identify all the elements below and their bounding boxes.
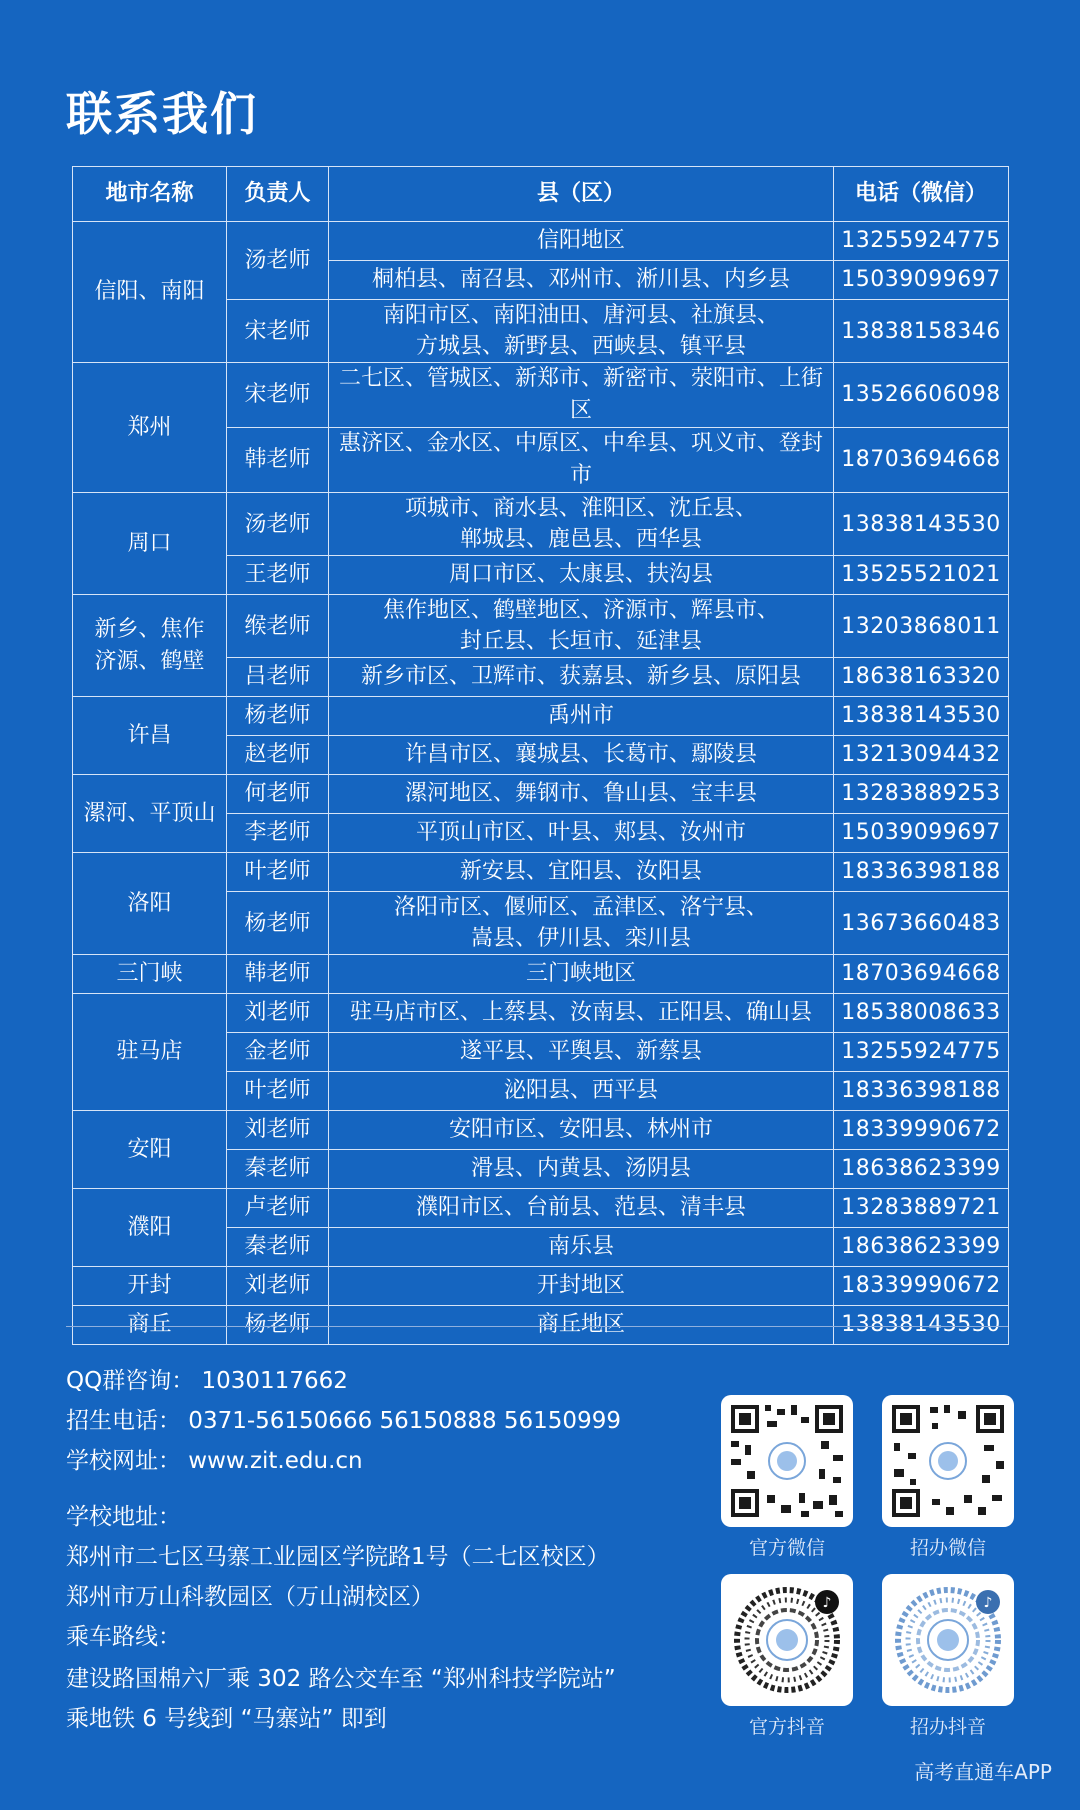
wechat-qr-icon xyxy=(721,1395,853,1527)
route-line-2: 乘地铁 6 号线到 “马寨站” 即到 xyxy=(66,1706,387,1732)
phone-cell: 18703694668 xyxy=(834,428,1009,493)
area-cell: 许昌市区、襄城县、长葛市、鄢陵县 xyxy=(329,736,834,775)
header-area: 县（区） xyxy=(329,167,834,222)
phone-cell: 13255924775 xyxy=(834,222,1009,261)
table-row xyxy=(73,994,1009,1033)
official-wechat-qr[interactable] xyxy=(721,1395,853,1527)
header-phone: 电话（微信） xyxy=(834,167,1009,222)
address-label: 学校地址： xyxy=(66,1504,181,1530)
wechat-qr-icon xyxy=(882,1395,1014,1527)
area-cell: 二七区、管城区、新郑市、新密市、荥阳市、上街区 xyxy=(329,363,834,428)
douyin-qr-icon xyxy=(882,1574,1014,1706)
table-row xyxy=(73,853,1009,892)
person-cell: 王老师 xyxy=(227,556,329,595)
area-cell: 漯河地区、舞钢市、鲁山县、宝丰县 xyxy=(329,775,834,814)
person-cell: 叶老师 xyxy=(227,853,329,892)
header-city: 地市名称 xyxy=(73,167,227,222)
person-cell: 杨老师 xyxy=(227,1306,329,1345)
admissions-wechat-label: 招办微信 xyxy=(909,1537,986,1559)
douyin-qr-icon xyxy=(721,1574,853,1706)
city-cell: 许昌 xyxy=(73,697,227,775)
table-row xyxy=(73,1306,1009,1345)
phone-cell: 13838143530 xyxy=(834,493,1009,556)
person-cell: 李老师 xyxy=(227,814,329,853)
admissions-douyin-qr[interactable] xyxy=(882,1574,1014,1706)
table-header-row xyxy=(73,167,1009,222)
table-row xyxy=(73,595,1009,658)
person-cell: 杨老师 xyxy=(227,697,329,736)
person-cell: 卢老师 xyxy=(227,1189,329,1228)
svg-text:♪: ♪ xyxy=(822,1595,832,1611)
city-cell: 濮阳 xyxy=(73,1189,227,1267)
section-divider xyxy=(66,1326,1008,1327)
official-douyin-qr[interactable] xyxy=(721,1574,853,1706)
phone-cell: 18638163320 xyxy=(834,658,1009,697)
table-row xyxy=(73,1267,1009,1306)
phone-cell: 18538008633 xyxy=(834,994,1009,1033)
phone-cell: 18638623399 xyxy=(834,1150,1009,1189)
person-cell: 秦老师 xyxy=(227,1228,329,1267)
person-cell: 汤老师 xyxy=(227,493,329,556)
phone-cell: 13526606098 xyxy=(834,363,1009,428)
address-line-1: 郑州市二七区马寨工业园区学院路1号（二七区校区） xyxy=(66,1544,610,1570)
admission-phone-text: 招生电话： 0371-56150666 56150888 56150999 xyxy=(66,1408,621,1434)
area-cell: 南阳市区、南阳油田、唐河县、社旗县、 方城县、新野县、西峡县、镇平县 xyxy=(329,300,834,363)
phone-cell: 15039099697 xyxy=(834,261,1009,300)
phone-cell: 13838158346 xyxy=(834,300,1009,363)
header-person: 负责人 xyxy=(227,167,329,222)
qq-group-text: QQ群咨询： 1030117662 xyxy=(66,1368,348,1394)
area-cell: 遂平县、平舆县、新蔡县 xyxy=(329,1033,834,1072)
phone-cell: 18336398188 xyxy=(834,853,1009,892)
phone-cell: 18339990672 xyxy=(834,1267,1009,1306)
phone-cell: 13255924775 xyxy=(834,1033,1009,1072)
person-cell: 何老师 xyxy=(227,775,329,814)
city-cell: 周口 xyxy=(73,493,227,595)
phone-cell: 18339990672 xyxy=(834,1111,1009,1150)
phone-cell: 13838143530 xyxy=(834,1306,1009,1345)
table-row xyxy=(73,775,1009,814)
person-cell: 韩老师 xyxy=(227,428,329,493)
website-link[interactable]: 学校网址： www.zit.edu.cn xyxy=(66,1448,363,1474)
phone-cell: 13203868011 xyxy=(834,595,1009,658)
area-cell: 惠济区、金水区、中原区、中牟县、巩义市、登封市 xyxy=(329,428,834,493)
official-douyin-label: 官方抖音 xyxy=(748,1716,825,1738)
phone-cell: 15039099697 xyxy=(834,814,1009,853)
person-cell: 宋老师 xyxy=(227,300,329,363)
person-cell: 赵老师 xyxy=(227,736,329,775)
address-line-2: 郑州市万山科教园区（万山湖校区） xyxy=(66,1584,434,1610)
area-cell: 南乐县 xyxy=(329,1228,834,1267)
area-cell: 平顶山市区、叶县、郏县、汝州市 xyxy=(329,814,834,853)
phone-cell: 13213094432 xyxy=(834,736,1009,775)
phone-cell: 13525521021 xyxy=(834,556,1009,595)
phone-cell: 18638623399 xyxy=(834,1228,1009,1267)
area-cell: 商丘地区 xyxy=(329,1306,834,1345)
area-cell: 三门峡地区 xyxy=(329,955,834,994)
area-cell: 新乡市区、卫辉市、获嘉县、新乡县、原阳县 xyxy=(329,658,834,697)
city-cell: 安阳 xyxy=(73,1111,227,1189)
area-cell: 滑县、内黄县、汤阴县 xyxy=(329,1150,834,1189)
city-cell: 商丘 xyxy=(73,1306,227,1345)
page-title: 联系我们 xyxy=(66,87,258,141)
contacts-table xyxy=(72,166,1009,1345)
person-cell: 叶老师 xyxy=(227,1072,329,1111)
svg-text:♪: ♪ xyxy=(983,1595,993,1611)
official-wechat-label: 官方微信 xyxy=(748,1537,825,1559)
person-cell: 刘老师 xyxy=(227,1111,329,1150)
phone-cell: 18703694668 xyxy=(834,955,1009,994)
city-cell: 驻马店 xyxy=(73,994,227,1111)
area-cell: 洛阳市区、偃师区、孟津区、洛宁县、 嵩县、伊川县、栾川县 xyxy=(329,892,834,955)
person-cell: 刘老师 xyxy=(227,1267,329,1306)
area-cell: 泌阳县、西平县 xyxy=(329,1072,834,1111)
admissions-wechat-qr[interactable] xyxy=(882,1395,1014,1527)
area-cell: 开封地区 xyxy=(329,1267,834,1306)
area-cell: 驻马店市区、上蔡县、汝南县、正阳县、确山县 xyxy=(329,994,834,1033)
person-cell: 宋老师 xyxy=(227,363,329,428)
app-watermark: 高考直通车APP xyxy=(914,1760,1052,1784)
city-cell: 漯河、平顶山 xyxy=(73,775,227,853)
area-cell: 禹州市 xyxy=(329,697,834,736)
phone-cell: 13838143530 xyxy=(834,697,1009,736)
area-cell: 安阳市区、安阳县、林州市 xyxy=(329,1111,834,1150)
person-cell: 金老师 xyxy=(227,1033,329,1072)
table-row xyxy=(73,1111,1009,1150)
person-cell: 韩老师 xyxy=(227,955,329,994)
person-cell: 汤老师 xyxy=(227,222,329,300)
route-line-1: 建设路国棉六厂乘 302 路公交车至 “郑州科技学院站” xyxy=(66,1666,616,1692)
area-cell: 桐柏县、南召县、邓州市、淅川县、内乡县 xyxy=(329,261,834,300)
person-cell: 缑老师 xyxy=(227,595,329,658)
area-cell: 新安县、宜阳县、汝阳县 xyxy=(329,853,834,892)
city-cell: 郑州 xyxy=(73,363,227,493)
area-cell: 焦作地区、鹤壁地区、济源市、辉县市、 封丘县、长垣市、延津县 xyxy=(329,595,834,658)
table-row xyxy=(73,697,1009,736)
area-cell: 项城市、商水县、淮阳区、沈丘县、 郸城县、鹿邑县、西华县 xyxy=(329,493,834,556)
city-cell: 洛阳 xyxy=(73,853,227,955)
person-cell: 刘老师 xyxy=(227,994,329,1033)
table-row xyxy=(73,955,1009,994)
area-cell: 周口市区、太康县、扶沟县 xyxy=(329,556,834,595)
table-row xyxy=(73,363,1009,428)
admissions-douyin-label: 招办抖音 xyxy=(909,1716,986,1738)
table-row xyxy=(73,493,1009,556)
person-cell: 杨老师 xyxy=(227,892,329,955)
phone-cell: 13283889253 xyxy=(834,775,1009,814)
table-row xyxy=(73,222,1009,261)
phone-cell: 13283889721 xyxy=(834,1189,1009,1228)
table-row xyxy=(73,1189,1009,1228)
person-cell: 秦老师 xyxy=(227,1150,329,1189)
city-cell: 信阳、南阳 xyxy=(73,222,227,363)
person-cell: 吕老师 xyxy=(227,658,329,697)
city-cell: 新乡、焦作 济源、鹤壁 xyxy=(73,595,227,697)
city-cell: 开封 xyxy=(73,1267,227,1306)
city-cell: 三门峡 xyxy=(73,955,227,994)
area-cell: 濮阳市区、台前县、范县、清丰县 xyxy=(329,1189,834,1228)
route-label: 乘车路线： xyxy=(66,1624,181,1650)
area-cell: 信阳地区 xyxy=(329,222,834,261)
phone-cell: 13673660483 xyxy=(834,892,1009,955)
phone-cell: 18336398188 xyxy=(834,1072,1009,1111)
